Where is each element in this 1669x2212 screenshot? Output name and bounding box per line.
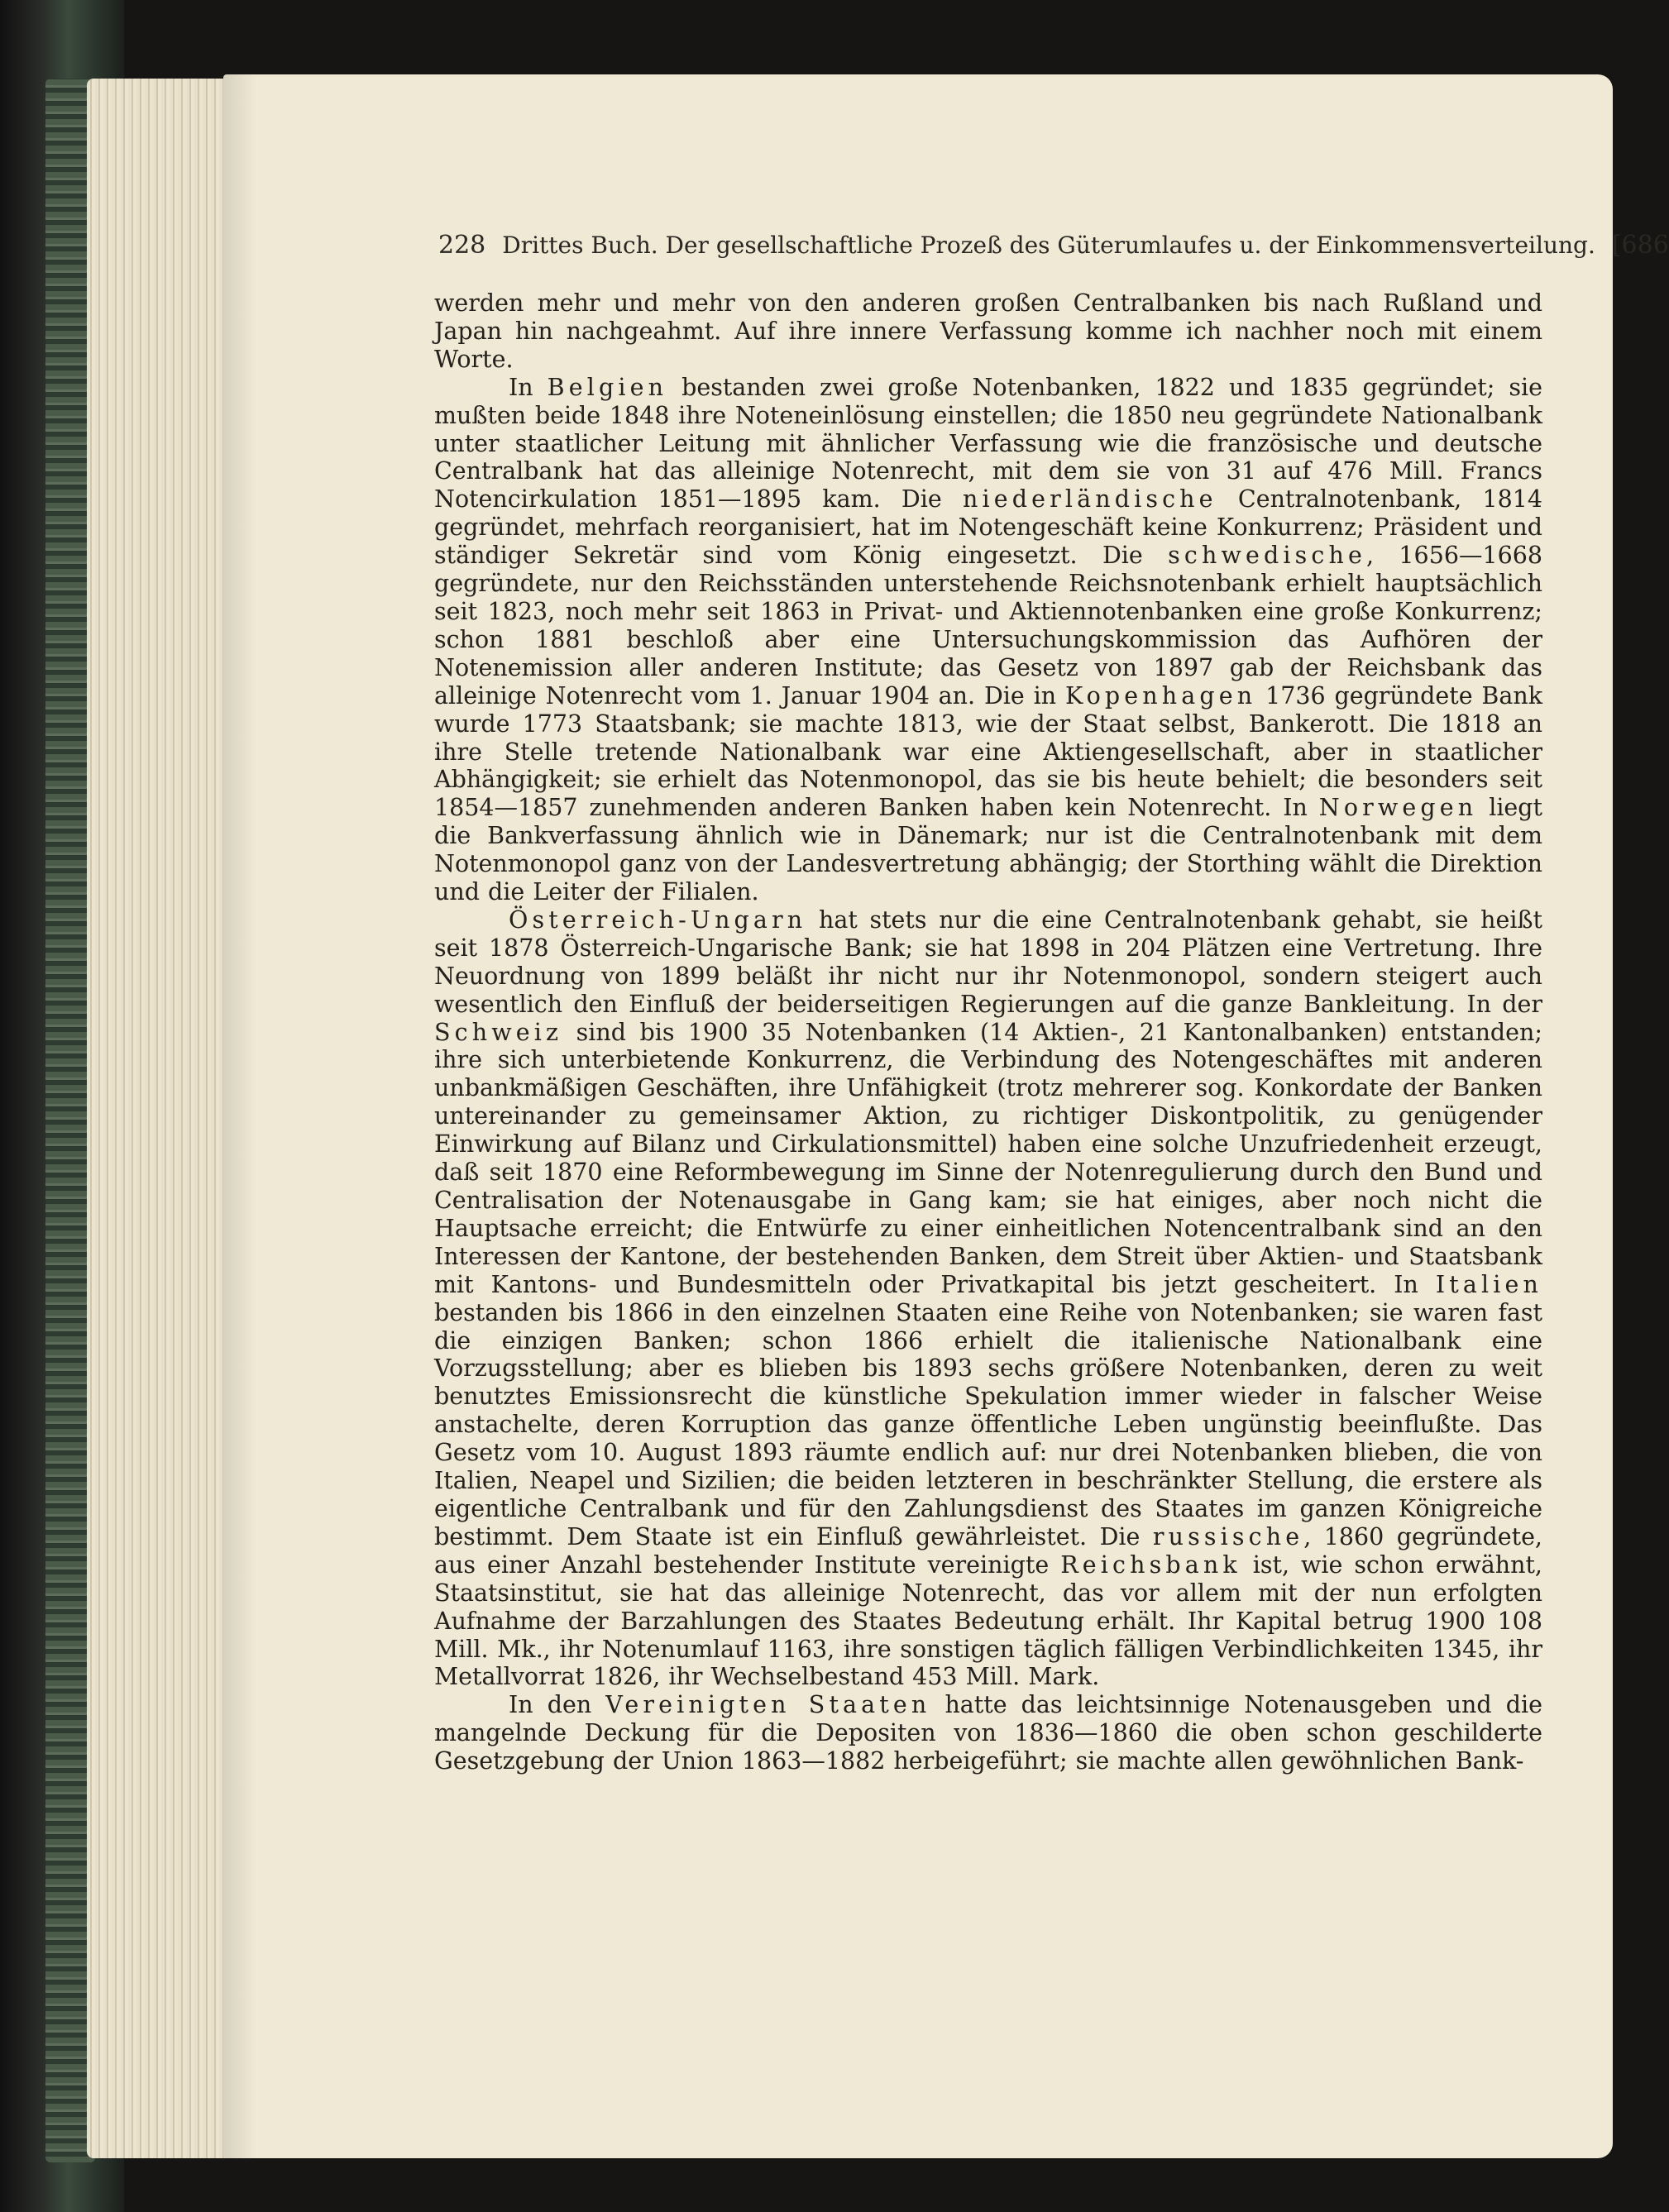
text-run: liegt die Bankverfassung ähnlich wie in Dänemark; nur ist die Centralnotenbank mit dem Notenmonopol ganz von der Landesvertretung abhängig; der Storthing wählt die Direktion und die Leiter der Filialen. (434, 794, 1542, 906)
text-run: werden mehr und mehr von den anderen großen Centralbanken bis nach Rußland und Japan hin nachgeahmt. Auf ihre innere Verfassung komme ich nachher noch mit einem Worte. (434, 289, 1542, 373)
paragraph (434, 1691, 1542, 1775)
emphasized-term: Norwegen (1318, 794, 1478, 822)
text-run: hatte das leichtsinnige Notenausgeben und die mangelnde Deckung für die Depositen von 1836—1860 die oben schon geschilderte Gesetzgebung der Union 1863—1882 herbeigeführt; sie machte allen gewöhnlichen Bank- (434, 1691, 1542, 1775)
text-run: , 1860 gegründete, aus einer Anzahl bestehender Institute vereinigte (434, 1522, 1542, 1579)
section-marker: [686 (1611, 231, 1669, 260)
text-run: sind bis 1900 35 Notenbanken (14 Aktien-, 21 Kantonalbanken) entstanden; ihre sich unterbietende Konkurrenz, die Verbindung des Notengeschäftes mit anderen unbankmäßigen Geschäften, ihre Unfähigkeit (trotz mehrerer sog. Konkordate der Banken untereinander zu gemeinsamer Aktion, zu richtiger Diskontpolitik, zu genügender Einwirkung auf Bilanz und Cirkulationsmittel) haben eine solche Unzufriedenheit erzeugt, daß seit 1870 eine Reformbewegung im Sinne der Notenregulierung durch den Bund und Centralisation der Notenausgabe in Gang kam; sie hat einiges, aber noch nicht die Hauptsache erreicht; die Entwürfe zu einer einheitlichen Notencentralbank sind an den Interessen der Kantone, der bestehenden Banken, dem Streit über Aktien- und Staatsbank mit Kantons- und Bundesmitteln oder Privatkapital bis jetzt gescheitert. In (434, 1018, 1542, 1298)
emphasized-term: niederländische (963, 485, 1217, 514)
paragraph (434, 906, 1542, 1691)
emphasized-term: Reichsbank (1060, 1550, 1241, 1579)
body-text (434, 289, 1542, 1775)
emphasized-term: schwedische (1168, 542, 1366, 570)
emphasized-term: Italien (1435, 1270, 1542, 1298)
emphasized-term: Kopenhagen (1064, 681, 1257, 709)
text-run: bestanden bis 1866 in den einzelnen Staaten eine Reihe von Notenbanken; sie waren fast die einzigen Banken; schon 1866 erhielt die italienische Nationalbank eine Vorzugsstellung; aber es blieben bis 1893 sechs größere Notenbanken, deren zu weit benutztes Emissionsrecht die künstliche Spekulation immer wieder in falscher Weise anstachelte, deren Korruption das ganze öffentliche Leben ungünstig beeinflußte. Das Gesetz vom 10. August 1893 räumte endlich auf: nur drei Notenbanken blieben, die von Italien, Neapel und Sizilien; die beiden letzteren in beschränkter Stellung, die erstere als eigentliche Centralbank und für den Zahlungsdienst des Staates im ganzen Königreiche bestimmt. Dem Staate ist ein Einfluß gewährleistet. Die (434, 1298, 1542, 1550)
page-edges (87, 79, 244, 2158)
page-header (438, 231, 1669, 264)
paragraph (434, 374, 1542, 906)
text-run: In den (509, 1691, 606, 1719)
emphasized-term: Schweiz (434, 1018, 563, 1046)
text-run: bestanden zwei große Notenbanken, 1822 und 1835 gegründet; sie mußten beide 1848 ihre Noteneinlösung einstellen; die 1850 neu gegründete Nationalbank unter staatlicher Leitung mit ähnlicher Verfassung wie die französische und deutsche Centralbank hat das alleinige Notenrecht, mit dem sie von 31 auf 476 Mill. Francs Notencirkulation 1851—1895 kam. Die (434, 373, 1542, 514)
text-run: In (509, 373, 548, 401)
running-title: Drittes Buch. Der gesellschaftliche Prozeß des Güterumlaufes u. der Einkommensverteilung. (502, 232, 1595, 259)
paragraph (434, 289, 1542, 374)
emphasized-term: Belgien (547, 373, 668, 401)
emphasized-term: Vereinigten Staaten (605, 1691, 931, 1719)
text-run: hat stets nur die eine Centralnotenbank gehabt, sie heißt seit 1878 Österreich-Ungarische Bank; sie hat 1898 in 204 Plätzen eine Vertretung. Ihre Neuordnung von 1899 beläßt ihr nicht nur ihr Notenmonopol, sondern steigert auch wesentlich den Einfluß der beiderseitigen Regierungen auf die ganze Bankleitung. In der (434, 905, 1542, 1018)
text-run: Centralnotenbank, 1814 gegründet, mehrfach reorganisiert, hat im Notengeschäft keine Konkurrenz; Präsident und ständiger Sekretär sind vom König eingesetzt. Die (434, 485, 1542, 570)
emphasized-term: russische (1152, 1522, 1304, 1550)
page-number: 228 (438, 231, 486, 260)
text-run: 1736 gegründete Bank wurde 1773 Staatsbank; sie machte 1813, wie der Staat selbst, Bankerott. Die 1818 an ihre Stelle tretende Nationalbank war eine Aktiengesellschaft, aber in staatlicher Abhängigkeit; sie erhielt das Notenmonopol, das sie bis heute behielt; die besonders seit 1854—1857 zunehmenden anderen Banken haben kein Notenrecht. In (434, 681, 1542, 822)
text-run: ist, wie schon erwähnt, Staatsinstitut, sie hat das alleinige Notenrecht, das vor allem mit der nun erfolgten Aufnahme der Barzahlungen des Staates Bedeutung erhält. Ihr Kapital betrug 1900 108 Mill. Mk., ihr Notenumlauf 1163, ihre sonstigen täglich fälligen Verbindlichkeiten 1345, ihr Metallvorrat 1826, ihr Wechselbestand 453 Mill. Mark. (434, 1550, 1542, 1691)
emphasized-term: Österreich-Ungarn (509, 905, 807, 934)
text-run: , 1656—1668 gegründete, nur den Reichsständen unterstehende Reichsnotenbank erhielt hauptsächlich seit 1823, noch mehr seit 1863 in Privat- und Aktiennotenbanken eine große Konkurrenz; schon 1881 beschloß aber eine Untersuchungskommission das Aufhören der Notenemission aller anderen Institute; das Gesetz von 1897 gab der Reichsbank das alleinige Notenrecht vom 1. Januar 1904 an. Die in (434, 542, 1542, 709)
